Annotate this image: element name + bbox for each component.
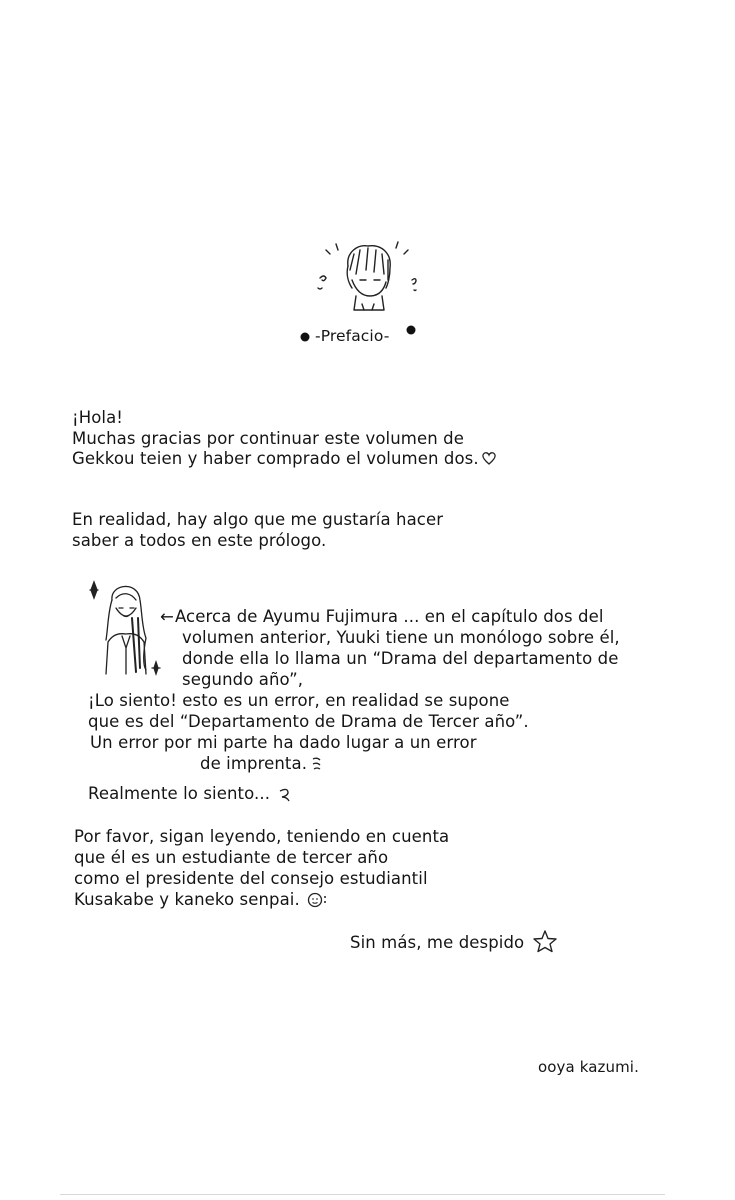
greeting-line: Gekkou teien y haber comprado el volumen dos. bbox=[72, 449, 497, 470]
sweat-drop-icon bbox=[311, 756, 323, 772]
arrow-left-icon: ← bbox=[160, 607, 174, 626]
note-line: volumen anterior, Yuuki tiene un monólogo sobre él, bbox=[182, 628, 620, 647]
apology-line: que es del “Departamento de Drama de Tercer año”. bbox=[88, 712, 529, 731]
black-dot-icon bbox=[405, 324, 417, 336]
apology-line: ¡Lo siento! esto es un error, en realidad se supone bbox=[88, 691, 510, 710]
star-icon bbox=[532, 929, 558, 953]
note-paragraph bbox=[160, 606, 620, 690]
signature: ooya kazumi. bbox=[538, 1058, 639, 1076]
farewell-line: Sin más, me despido bbox=[350, 929, 558, 953]
chibi-character-icon bbox=[310, 240, 425, 320]
intro-line: saber a todos en este prólogo. bbox=[72, 530, 327, 550]
greeting-paragraph bbox=[72, 408, 497, 470]
note-line: segundo año”, bbox=[182, 670, 304, 689]
intro-line: En realidad, hay algo que me gustaría hacer bbox=[72, 510, 444, 529]
greeting-line: ¡Hola! bbox=[72, 408, 124, 427]
note-line: ←Acerca de Ayumu Fujimura ... en el capítulo dos del bbox=[160, 607, 604, 626]
closing-line: como el presidente del consejo estudiantil bbox=[74, 869, 428, 888]
sorry-line: Realmente lo siento... bbox=[88, 784, 294, 804]
black-dot-icon bbox=[299, 331, 311, 343]
smiley-face-icon bbox=[306, 891, 330, 909]
apology-paragraph bbox=[88, 690, 529, 774]
character-portrait-icon bbox=[86, 578, 166, 678]
closing-line: Por favor, sigan leyendo, teniendo en cuenta bbox=[74, 827, 450, 846]
closing-line: Kusakabe y kaneko senpai. bbox=[74, 889, 449, 910]
page-edge-divider bbox=[60, 1194, 665, 1195]
apology-line: de imprenta. bbox=[88, 753, 529, 774]
squiggle-icon bbox=[276, 787, 294, 803]
page-title: -Prefacio- bbox=[315, 327, 390, 345]
intro-paragraph bbox=[72, 510, 443, 551]
closing-line: que él es un estudiante de tercer año bbox=[74, 848, 389, 867]
apology-line: Un error por mi parte ha dado lugar a un error bbox=[90, 733, 477, 752]
closing-paragraph bbox=[74, 826, 449, 910]
note-line: donde ella lo llama un “Drama del departamento de bbox=[182, 649, 619, 668]
greeting-line: Muchas gracias por continuar este volumen de bbox=[72, 428, 464, 448]
heart-icon bbox=[481, 451, 497, 465]
